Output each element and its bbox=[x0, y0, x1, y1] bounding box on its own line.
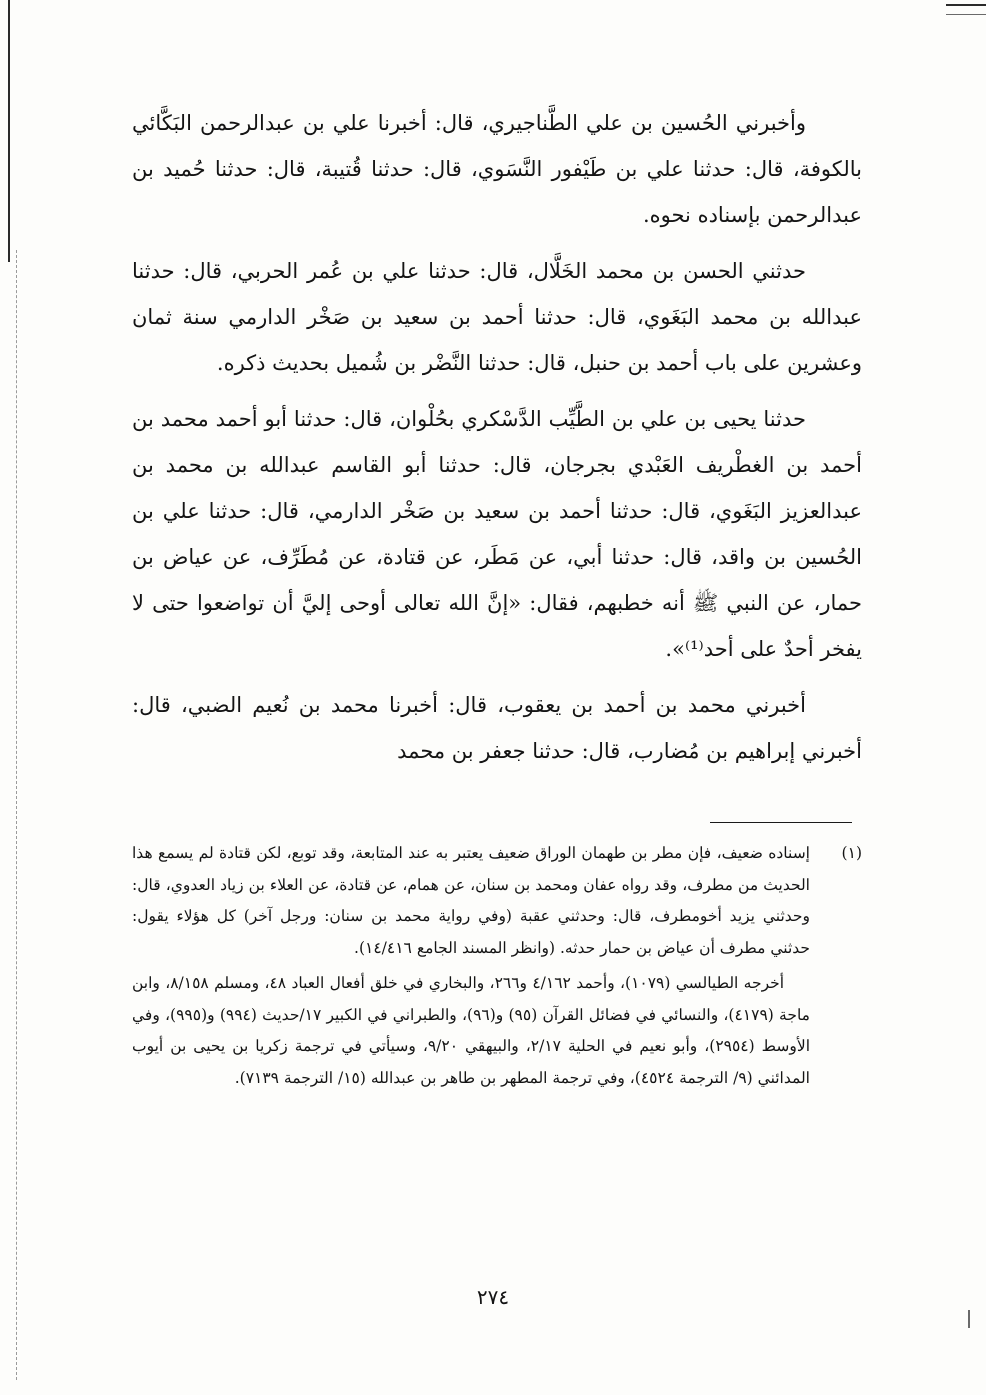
main-text bbox=[132, 100, 862, 776]
scan-top-line-2 bbox=[946, 14, 986, 15]
paragraph-1: وأخبرني الحُسين بن علي الطَّناجيري، قال: أخبرنا علي بن عبدالرحمن البَكَّائي بالكوفة، قال: حدثنا علي بن طَيْفور النَّسَوي، قال: حدثنا قُتيبة، قال: حدثنا حُميد بن عبدالرحمن بإسناده نحوه. bbox=[132, 111, 862, 227]
footnote-separator bbox=[710, 822, 852, 823]
footnotes bbox=[132, 838, 862, 1098]
page-number: ٢٧٤ bbox=[476, 1285, 510, 1309]
paragraph-4: أخبرني محمد بن أحمد بن يعقوب، قال: أخبرنا محمد بن نُعيم الضبي، قال: أخبرني إبراهيم بن مُضارب، قال: حدثنا جعفر بن محمد bbox=[132, 693, 862, 763]
scan-edge-line bbox=[8, 0, 10, 262]
footnote-paragraph-2: أخرجه الطيالسي (١٠٧٩)، وأحمد ٤/١٦٢ و٢٦٦، والبخاري في خلق أفعال العباد ٤٨، ومسلم ٨/١٥٨، وابن ماجة (٤١٧٩)، والنسائي في فضائل القرآن (٩٥) و(٩٦)، والطبراني في الكبير ١٧/حديث (٩٩٤) و(٩٩٥)، وفي الأوسط (٢٩٥٤)، وأبو نعيم في الحلية ٢/١٧، والبيهقي ٩/٢٠، وسيأتي في ترجمة زكريا بن يحيى بن أيوب المدائني (٩/ الترجمة ٤٥٢٤)، وفي ترجمة المطهر بن طاهر بن عبدالله (١٥/ الترجمة ٧١٣٩). bbox=[132, 974, 810, 1087]
scan-edge-dashes bbox=[16, 250, 17, 1380]
paragraph-3: حدثنا يحيى بن علي بن الطَّيِّب الدَّسْكري بحُلْوان، قال: حدثنا أبو أحمد محمد بن أحمد بن الغطْريف العَبْدي بجرجان، قال: حدثنا أبو القاسم عبدالله بن محمد بن عبدالعزيز البَغَوي، قال: حدثنا أحمد بن سعيد بن صَخْر الدارمي، قال: حدثنا علي بن الحُسين بن واقد، قال: حدثنا أبي، عن مَطَر، عن قتادة، عن مُطَرِّف، عن عياض بن حمار، عن النبي ﷺ أنه خطبهم، فقال: «إنَّ الله تعالى أوحى إليَّ أن تواضعوا حتى لا يفخر أحدٌ على أحد⁽¹⁾». bbox=[132, 407, 862, 661]
scan-top-line bbox=[946, 4, 986, 6]
footnote-paragraph-1: إسناده ضعيف، فإن مطر بن طهمان الوراق ضعيف يعتبر به عند المتابعة، وقد توبع، لكن قتادة لم يسمع هذا الحديث من مطرف، وقد رواه عفان ومحمد بن سنان، عن همام، عن قتادة، عن العلاء بن زياد العدوي، قال: وحدثني يزيد أخومطرف، قال: وحدثني عقبة (وفي رواية محمد بن سنان: ورجل آخر) كل هؤلاء يقول: حدثني مطرف أن عياض بن حمار حدثه. (وانظر المسند الجامع ١٤/٤١٦). bbox=[132, 844, 810, 957]
scan-edge-tick bbox=[968, 1310, 970, 1328]
footnote-body bbox=[132, 838, 810, 1098]
paragraph-2: حدثني الحسن بن محمد الخَلَّال، قال: حدثنا علي بن عُمر الحربي، قال: حدثنا عبدالله بن محمد البَغَوي، قال: حدثنا أحمد بن سعيد بن صَخْر الدارمي سنة ثمان وعشرين على باب أحمد بن حنبل، قال: حدثنا النَّضْر بن شُميل بحديث ذكره. bbox=[132, 259, 862, 375]
footnote-1 bbox=[132, 838, 862, 1098]
footnote-number: (١) bbox=[841, 844, 862, 862]
